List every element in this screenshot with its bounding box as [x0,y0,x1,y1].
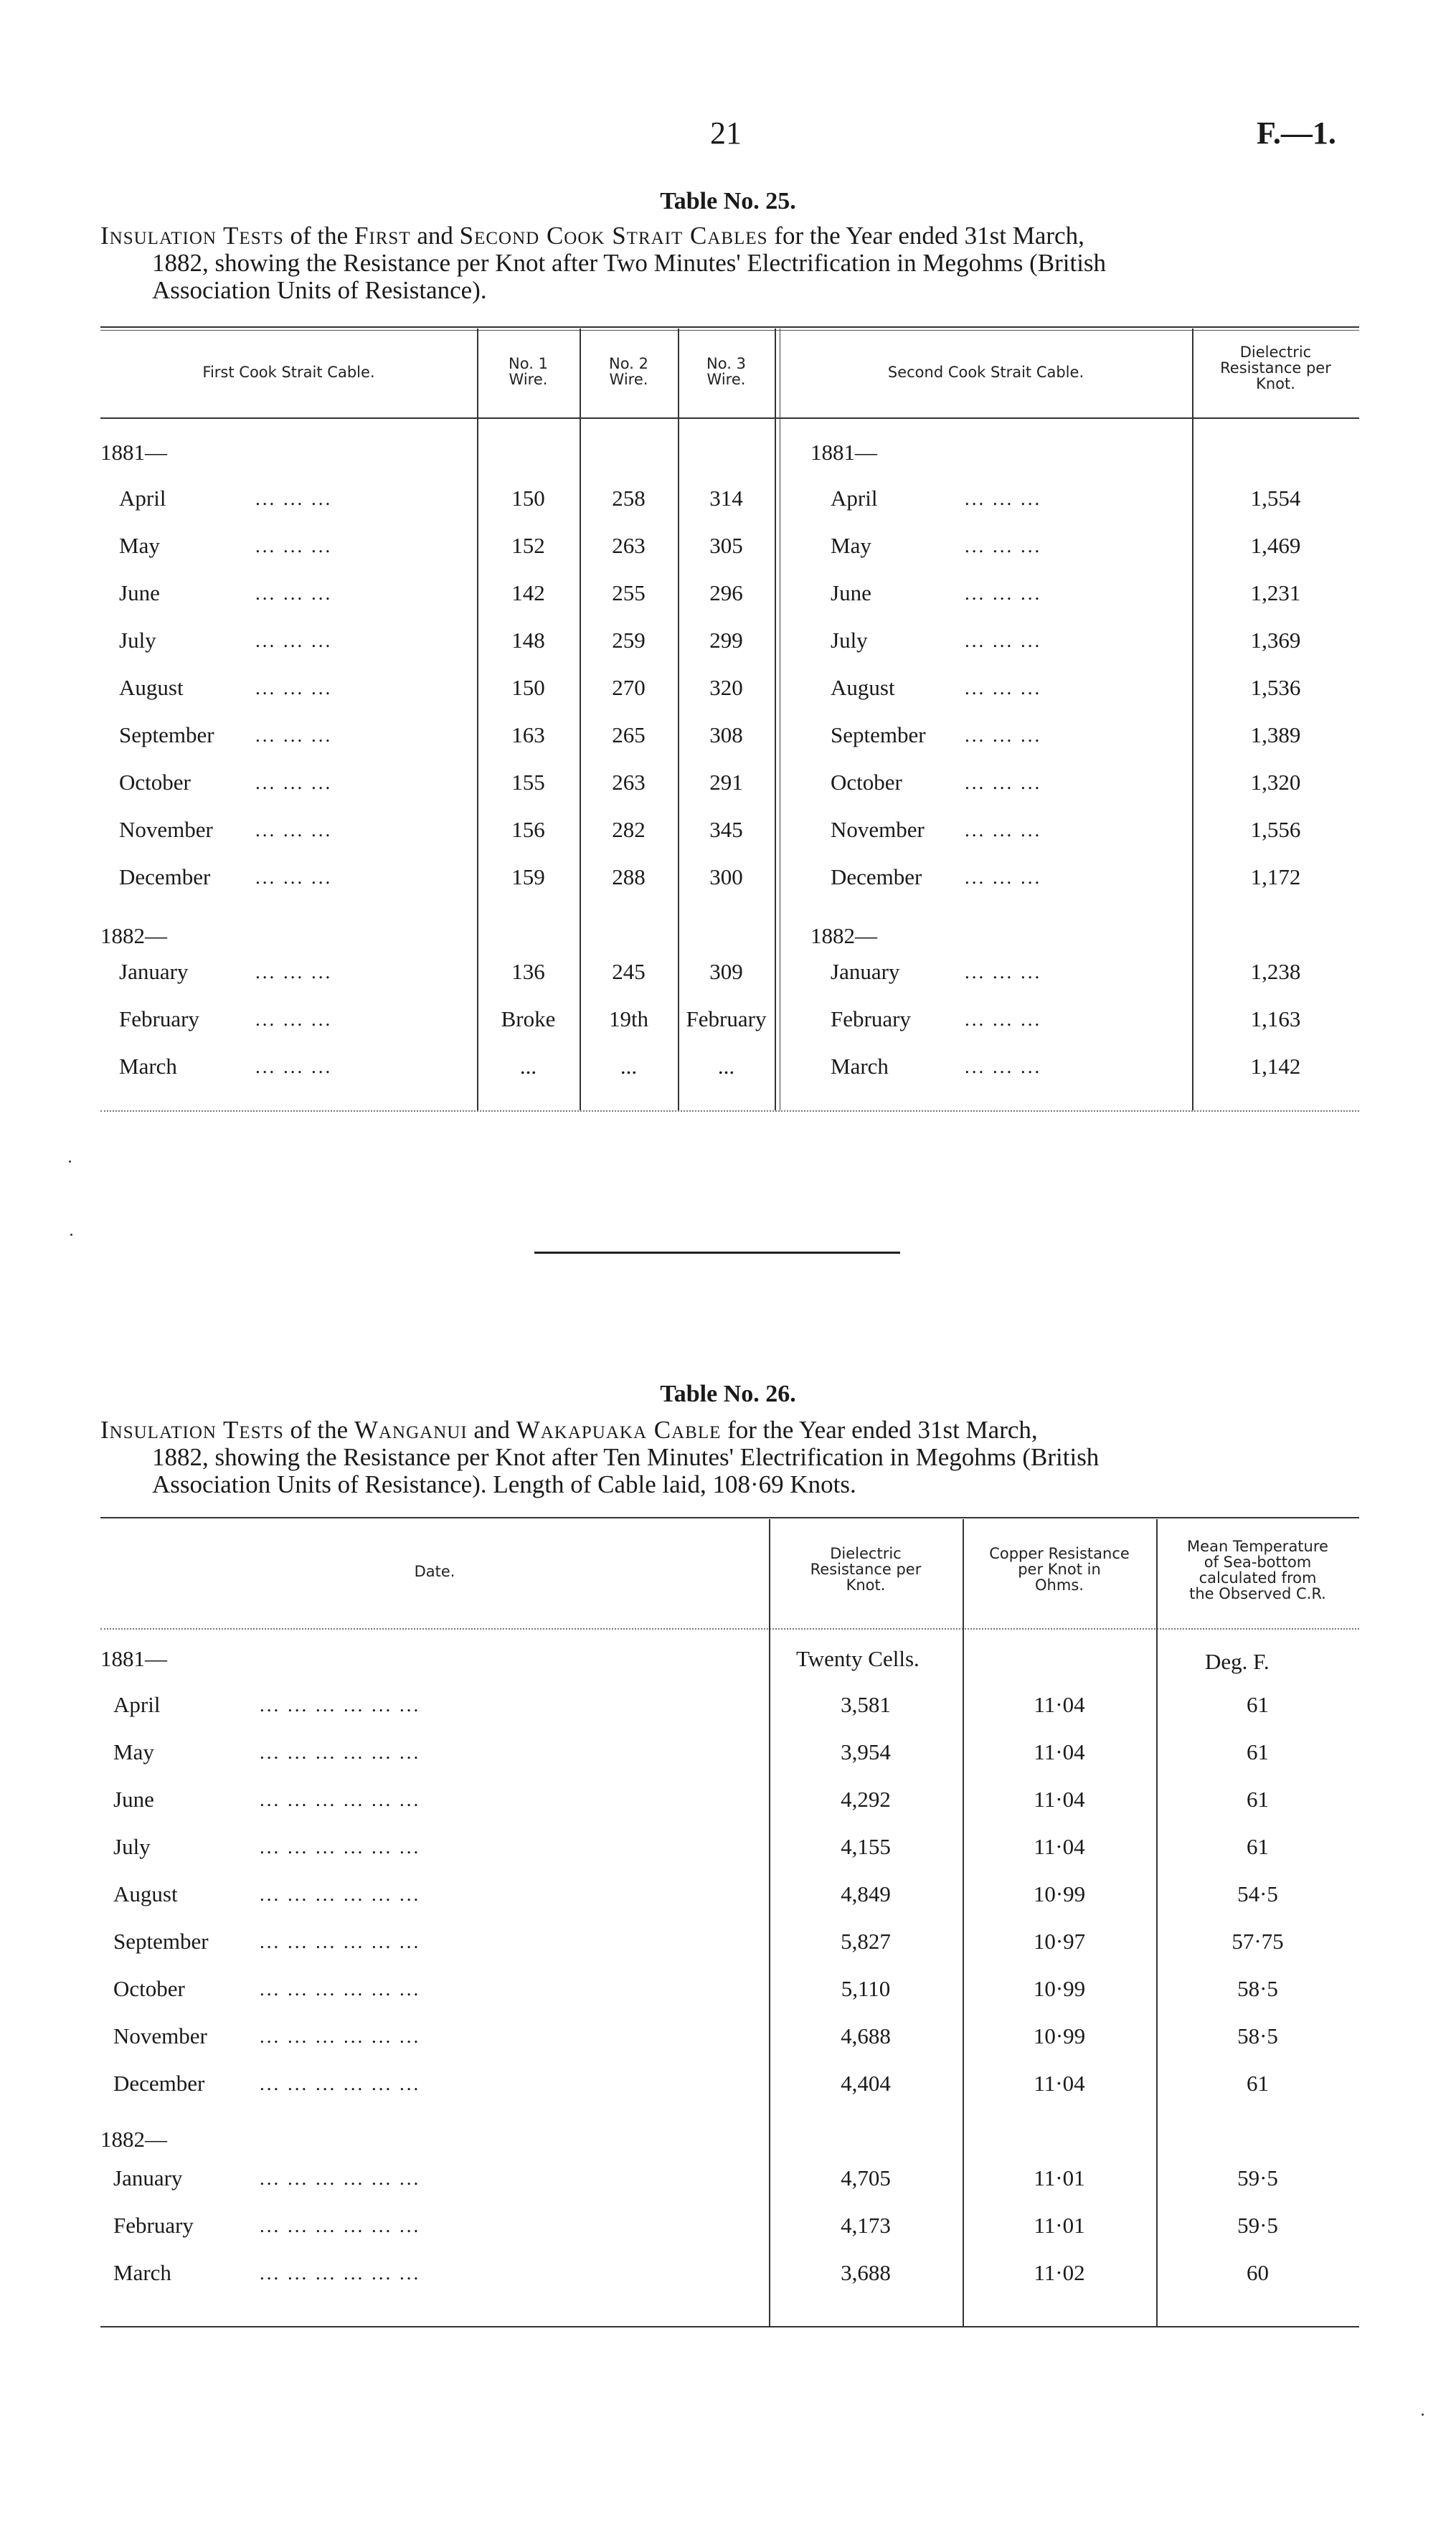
dielectric-value: 4,173 [841,2213,891,2238]
temperature-value: 61 [1247,1739,1269,1764]
month-cell: September [113,1929,209,1954]
month-cell: January [113,2165,183,2190]
year-label: 1882— [810,923,877,948]
header-second-cable: Second Cook Strait Cable. [887,364,1084,381]
dielectric-value: 3,688 [841,2260,891,2285]
month-cell: December [113,2071,205,2096]
leader-dots: ... ... ... [255,1008,333,1030]
copper-value: 11·01 [1034,2213,1085,2238]
month-cell: January [119,959,189,984]
no3-wire-value: 308 [709,722,743,747]
dielectric-value: 1,142 [1250,1054,1301,1079]
temperature-value: 61 [1247,1692,1269,1717]
month-cell: March [119,1054,177,1079]
dielectric-value: 4,292 [841,1787,891,1812]
year-label: 1881— [100,440,167,465]
no1-wire-value: 142 [511,580,545,605]
no1-wire-value: ... [519,1054,537,1079]
month-cell: December [831,864,922,889]
year-label: 1881— [100,1646,167,1671]
leader-dots: ... ... ... [965,866,1042,888]
month-cell: February [831,1006,911,1031]
no1-wire-value: 155 [511,770,545,795]
leader-dots: ... ... ... [965,488,1042,509]
no2-wire-value: 245 [612,959,646,984]
table-26-col-rule [769,1519,770,2326]
table-25-bottom-rule [100,1110,1359,1112]
no2-wire-value: 282 [612,817,646,842]
scan-speck [1422,2414,1424,2416]
no3-wire-value: 305 [709,533,743,558]
copper-value: 10·99 [1033,2023,1086,2048]
copper-value: 10·99 [1033,1881,1086,1906]
leader-dots: ... ... ... [965,772,1042,793]
header-date: Date. [414,1563,455,1580]
month-cell: November [113,2023,207,2048]
dielectric-value: 4,155 [841,1834,891,1859]
leader-dots: ... ... ... [255,961,333,983]
no1-wire-value: Broke [501,1006,556,1031]
leader-dots: ... ... ... [255,630,333,651]
leader-dots: ... ... ... ... ... ... [260,1694,421,1716]
no2-wire-value: 263 [612,770,646,795]
month-cell: July [831,628,868,653]
leader-dots: ... ... ... [965,582,1042,604]
leader-dots: ... ... ... ... ... ... [260,1978,421,2000]
month-cell: October [831,770,902,795]
dielectric-value: 3,954 [841,1739,891,1764]
units-dielectric: Twenty Cells. [796,1646,920,1671]
leader-dots: ... ... ... [255,772,333,793]
month-cell: February [113,2213,194,2238]
leader-dots: ... ... ... [965,677,1042,699]
table-26-col-rule [963,1519,964,2326]
table-25-col-rule [678,329,679,1110]
table-26-top-rule [100,1517,1359,1518]
leader-dots: ... ... ... ... ... ... [260,2215,421,2236]
copper-value: 10·97 [1033,1929,1086,1954]
leader-dots: ... ... ... [965,724,1042,746]
temperature-value: 54·5 [1237,1881,1278,1906]
month-cell: July [119,628,156,653]
table-25-header-rule [100,417,1359,419]
no2-wire-value: ... [620,1054,638,1079]
dielectric-value: 4,688 [841,2023,891,2048]
no2-wire-value: 270 [612,675,646,700]
header-copper: Copper Resistance per Knot in Ohms. [989,1545,1130,1594]
temperature-value: 61 [1247,1834,1269,1859]
no3-wire-value: 345 [709,817,743,842]
month-cell: December [119,864,211,889]
dielectric-value: 1,369 [1250,628,1301,653]
no3-wire-value: 296 [709,580,743,605]
header-no1-wire: No. 1 Wire. [509,355,548,388]
month-cell: August [113,1881,178,1906]
temperature-value: 58·5 [1237,2023,1278,2048]
month-cell: August [119,675,184,700]
no2-wire-value: 19th [608,1006,649,1031]
no1-wire-value: 156 [511,817,545,842]
year-label: 1881— [810,440,877,465]
copper-value: 11·02 [1034,2260,1085,2285]
month-cell: September [119,722,214,747]
leader-dots: ... ... ... [255,724,333,746]
leader-dots: ... ... ... [965,819,1042,841]
no3-wire-value: February [686,1006,767,1031]
no3-wire-value: 299 [709,628,743,653]
table-26-caption: Insulation Tests of the Wanganui and Wakapuaka Cable for the Year ended 31st March, 1882, showing the Resistance per Knot after Ten Minutes' Electrification in Megohms (British Association Units of Resistance). Length of Cable laid, 108·69 Knots. [100,1416,1100,1498]
dielectric-value: 3,581 [841,1692,891,1717]
leader-dots: ... ... ... [255,866,333,888]
month-cell: May [113,1739,154,1764]
table-26-bottom-rule [100,2326,1359,2327]
no1-wire-value: 150 [511,486,545,511]
dielectric-value: 4,404 [841,2071,891,2096]
temperature-value: 60 [1247,2260,1269,2285]
table-25-col-rule [775,329,776,1110]
no2-wire-value: 263 [612,533,646,558]
copper-value: 11·01 [1034,2165,1085,2190]
no2-wire-value: 265 [612,722,646,747]
dielectric-value: 4,705 [841,2165,891,2190]
month-cell: March [113,2260,171,2285]
no2-wire-value: 255 [612,580,646,605]
header-dielectric: Dielectric Resistance per Knot. [1220,344,1331,392]
leader-dots: ... ... ... [965,1056,1042,1077]
header-no2-wire: No. 2 Wire. [609,355,648,388]
dielectric-value: 1,238 [1250,959,1301,984]
dielectric-value: 1,172 [1250,864,1301,889]
copper-value: 11·04 [1034,1692,1085,1717]
month-cell: November [831,817,925,842]
caption-insulation-tests: Insulation Tests [100,222,284,250]
no1-wire-value: 152 [511,533,545,558]
dielectric-value: 1,469 [1250,533,1301,558]
table-25-top-rule [100,326,1359,328]
copper-value: 11·04 [1034,1787,1085,1812]
leader-dots: ... ... ... ... ... ... [260,1789,421,1810]
dielectric-value: 4,849 [841,1881,891,1906]
no2-wire-value: 258 [612,486,646,511]
header-first-cable: First Cook Strait Cable. [202,364,375,381]
page-number: 21 [710,115,742,151]
year-label: 1882— [100,2127,167,2152]
month-cell: October [119,770,191,795]
month-cell: September [831,722,926,747]
table-25-col-rule [477,329,478,1110]
dielectric-value: 1,554 [1250,486,1301,511]
month-cell: April [119,486,166,511]
no1-wire-value: 148 [511,628,545,653]
dielectric-value: 1,163 [1250,1006,1301,1031]
dielectric-value: 1,231 [1250,580,1301,605]
header-no3-wire: No. 3 Wire. [706,355,746,388]
leader-dots: ... ... ... [255,488,333,509]
month-cell: November [119,817,213,842]
leader-dots: ... ... ... [965,1008,1042,1030]
dielectric-value: 1,536 [1250,675,1301,700]
table-25-title: Table No. 25. [660,188,796,214]
leader-dots: ... ... ... [255,582,333,604]
dielectric-value: 1,389 [1250,722,1301,747]
dielectric-value: 1,556 [1250,817,1301,842]
month-cell: June [119,580,160,605]
section-separator [534,1252,900,1254]
month-cell: May [119,533,160,558]
leader-dots: ... ... ... ... ... ... [260,1931,421,1952]
table-26-header-rule [100,1628,1359,1630]
leader-dots: ... ... ... [965,961,1042,983]
temperature-value: 61 [1247,2071,1269,2096]
copper-value: 11·04 [1034,1834,1085,1859]
temperature-value: 59·5 [1237,2213,1278,2238]
leader-dots: ... ... ... ... ... ... [260,2262,421,2284]
temperature-value: 61 [1247,1787,1269,1812]
month-cell: October [113,1976,185,2001]
month-cell: March [831,1054,889,1079]
header-temperature: Mean Temperature of Sea-bottom calculated from the Observed C.R. [1187,1538,1328,1602]
no3-wire-value: 300 [709,864,743,889]
table-25-caption: Insulation Tests of the First and Second Cook Strait Cables for the Year ended 31st March, 1882, showing the Resistance per Knot after Two Minutes' Electrification in Megohms (British Association Units of Resistance). [100,222,1107,304]
no1-wire-value: 159 [511,864,545,889]
leader-dots: ... ... ... [255,535,333,557]
scan-speck [70,1234,72,1236]
scan-speck [69,1161,71,1163]
month-cell: April [113,1692,161,1717]
copper-value: 10·99 [1033,1976,1086,2001]
no2-wire-value: 259 [612,628,646,653]
month-cell: June [831,580,871,605]
units-temperature: Deg. F. [1205,1649,1270,1674]
leader-dots: ... ... ... [255,819,333,841]
no1-wire-value: 136 [511,959,545,984]
dielectric-value: 5,827 [841,1929,891,1954]
document-code: F.—1. [1257,115,1336,151]
leader-dots: ... ... ... [255,677,333,699]
no3-wire-value: 309 [709,959,743,984]
temperature-value: 57·75 [1232,1929,1284,1954]
header-dielectric: Dielectric Resistance per Knot. [810,1545,922,1594]
table-26-col-rule [1156,1519,1158,2326]
no1-wire-value: 150 [511,675,545,700]
dielectric-value: 1,320 [1250,770,1301,795]
no3-wire-value: 320 [709,675,743,700]
temperature-value: 59·5 [1237,2165,1278,2190]
year-label: 1882— [100,923,167,948]
dielectric-value: 5,110 [841,1976,891,2001]
leader-dots: ... ... ... ... ... ... [260,1883,421,1905]
month-cell: April [831,486,878,511]
month-cell: July [113,1834,151,1859]
table-26-title: Table No. 26. [660,1381,796,1407]
no3-wire-value: 314 [709,486,743,511]
leader-dots: ... ... ... [255,1056,333,1077]
table-25-col-rule [580,329,581,1110]
leader-dots: ... ... ... ... ... ... [260,2168,421,2189]
leader-dots: ... ... ... ... ... ... [260,1741,421,1763]
month-cell: August [831,675,895,700]
no3-wire-value: ... [717,1054,735,1079]
temperature-value: 58·5 [1237,1976,1278,2001]
no2-wire-value: 288 [612,864,646,889]
month-cell: June [113,1787,154,1812]
leader-dots: ... ... ... [965,630,1042,651]
no3-wire-value: 291 [709,770,743,795]
no1-wire-value: 163 [511,722,545,747]
table-25-top-rule-inner [100,330,1359,331]
leader-dots: ... ... ... ... ... ... [260,2026,421,2047]
month-cell: February [119,1006,199,1031]
copper-value: 11·04 [1034,1739,1085,1764]
leader-dots: ... ... ... ... ... ... [260,1836,421,1858]
month-cell: May [831,533,871,558]
leader-dots: ... ... ... [965,535,1042,557]
leader-dots: ... ... ... ... ... ... [260,2073,421,2094]
month-cell: January [831,959,900,984]
table-25-col-rule [1192,329,1193,1110]
copper-value: 11·04 [1034,2071,1085,2096]
